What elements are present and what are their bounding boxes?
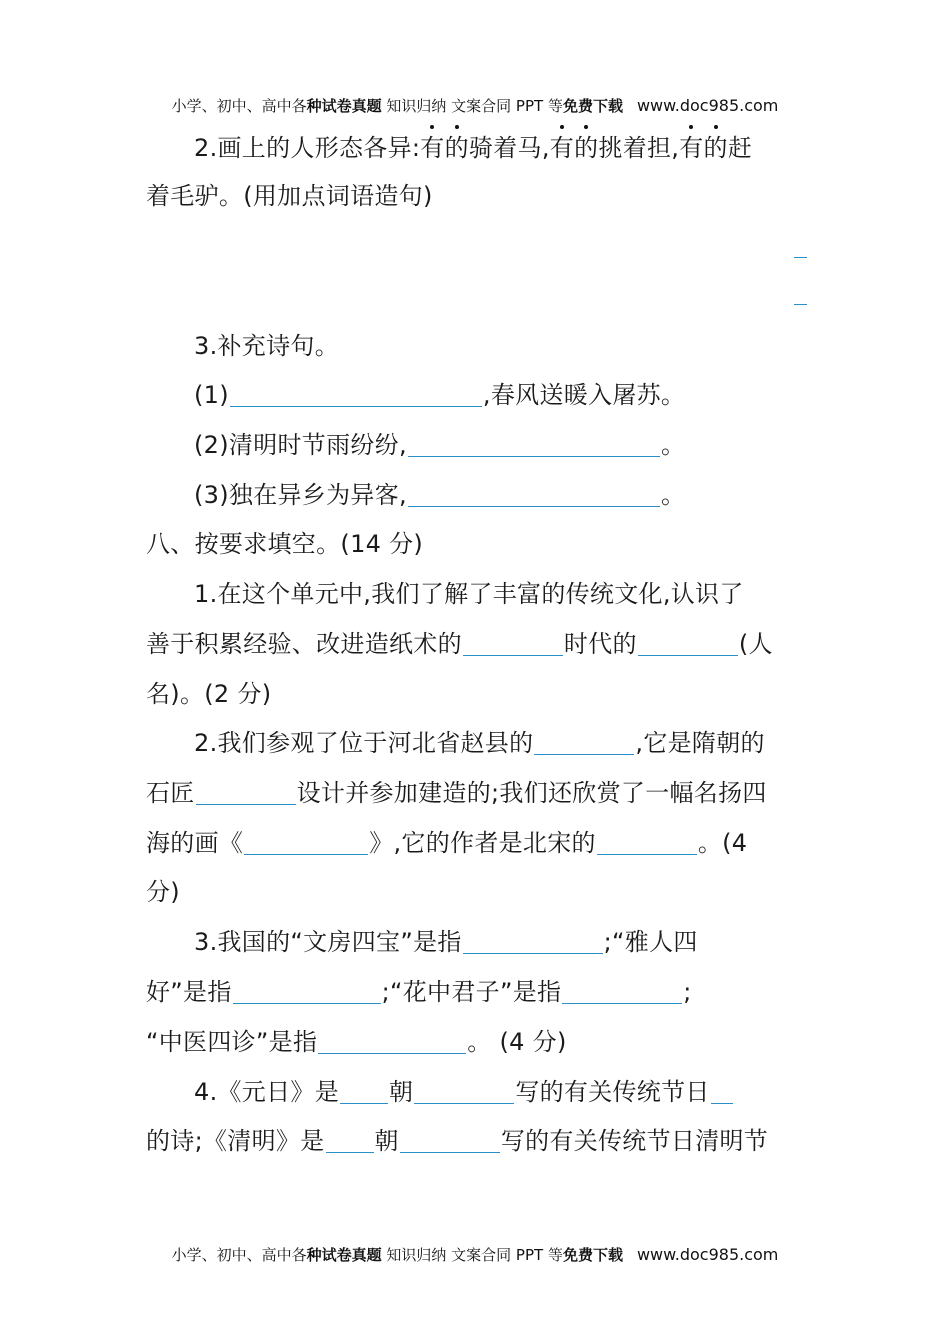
text: ,春风送暖入屠苏。	[482, 381, 686, 409]
fill-blank[interactable]	[414, 1077, 514, 1104]
q7-3-p2	[194, 430, 685, 460]
banner-bold-text: 免费下载	[562, 97, 623, 115]
text: 写的有关传统节日	[515, 1078, 710, 1106]
fill-blank[interactable]	[230, 380, 482, 407]
text: 。(4	[697, 829, 748, 857]
text: 朝	[374, 1127, 399, 1155]
text: 善于积累经验、改进造纸术的	[146, 630, 462, 658]
text: 2.画上的人形态各异:	[194, 134, 421, 162]
section-8-title: 八、按要求填空。(14 分)	[146, 530, 424, 558]
text: 朝	[389, 1078, 414, 1106]
fill-blank[interactable]	[534, 728, 634, 755]
answer-line-mark	[794, 304, 807, 305]
banner-url: www.doc985.com	[636, 96, 779, 115]
fill-blank[interactable]	[244, 828, 368, 855]
banner-text: 知识归纳 文案合同 PPT 等	[381, 97, 563, 115]
emphasis-char: 有	[679, 134, 704, 162]
q8-4-line2	[146, 1126, 768, 1156]
q8-3-line3	[146, 1027, 567, 1057]
q7-3-p1	[194, 380, 685, 410]
text: 骑着马,	[468, 134, 550, 162]
text: 4.《元日》是	[194, 1078, 339, 1106]
footer-banner	[0, 1244, 950, 1265]
q8-3-line2	[146, 977, 692, 1007]
emphasis-char: 有	[549, 134, 575, 162]
fill-blank[interactable]	[638, 629, 738, 656]
emphasis-char: 的	[574, 134, 599, 162]
text: (2)清明时节雨纷纷,	[194, 431, 407, 459]
text: 海的画《	[146, 829, 244, 857]
fill-blank[interactable]	[196, 778, 296, 805]
text: 设计并参加建造的;我们还欣赏了一幅名扬四	[296, 779, 767, 807]
fill-blank[interactable]	[326, 1126, 374, 1153]
banner-url: www.doc985.com	[636, 1245, 779, 1264]
fill-blank[interactable]	[463, 927, 603, 954]
text: “中医四诊”是指	[146, 1028, 318, 1056]
fill-blank[interactable]	[340, 1077, 388, 1104]
banner-bold-text: 种试卷真题	[306, 1246, 382, 1264]
banner-text: 知识归纳 文案合同 PPT 等	[381, 1246, 563, 1264]
text: 3.我国的“文房四宝”是指	[194, 928, 462, 956]
text: ;	[683, 978, 692, 1006]
banner-bold-text: 免费下载	[562, 1246, 623, 1264]
q7-3-title: 3.补充诗句。	[194, 332, 339, 360]
fill-blank[interactable]	[233, 977, 381, 1004]
text: 挑着担,	[598, 134, 680, 162]
banner-text: 小学、初中、高中各	[171, 97, 307, 115]
emphasis-char: 的	[703, 134, 728, 162]
text: 写的有关传统节日清明节	[500, 1127, 769, 1155]
fill-blank[interactable]	[711, 1077, 733, 1104]
banner-text: 小学、初中、高中各	[171, 1246, 307, 1264]
text: 时代的	[563, 630, 637, 658]
text: 好”是指	[146, 978, 232, 1006]
banner-bold-text: 种试卷真题	[306, 97, 382, 115]
text: (1)	[194, 381, 229, 409]
text: 的诗;《清明》是	[146, 1127, 325, 1155]
fill-blank[interactable]	[463, 629, 563, 656]
q8-2-line2	[146, 778, 767, 808]
q7-3-p3	[194, 480, 685, 510]
text: ,它是隋朝的	[635, 729, 765, 757]
text: 赶	[727, 134, 753, 162]
fill-blank[interactable]	[318, 1027, 466, 1054]
q7-2-line1	[194, 133, 752, 163]
text: 。 (4 分)	[467, 1028, 567, 1056]
text: 。	[660, 431, 686, 459]
text: (3)独在异乡为异客,	[194, 481, 407, 509]
emphasis-char: 的	[444, 134, 469, 162]
q8-2-line4: 分)	[146, 878, 180, 906]
header-banner	[0, 95, 950, 116]
q7-2-line2: 着毛驴。(用加点词语造句)	[146, 182, 433, 210]
q8-3-line1	[194, 927, 698, 957]
fill-blank[interactable]	[597, 828, 697, 855]
answer-line-mark	[794, 257, 807, 258]
q8-1-line2	[146, 629, 773, 659]
text: 2.我们参观了位于河北省赵县的	[194, 729, 534, 757]
fill-blank[interactable]	[408, 480, 660, 507]
q8-4-line1	[194, 1077, 734, 1107]
q8-2-line3	[146, 828, 747, 858]
fill-blank[interactable]	[400, 1126, 500, 1153]
q8-1-line3: 名)。(2 分)	[146, 680, 272, 708]
fill-blank[interactable]	[408, 430, 660, 457]
text: (人	[738, 630, 773, 658]
q8-2-line1	[194, 728, 765, 758]
text: 》,它的作者是北宋的	[369, 829, 596, 857]
q8-1-line1: 1.在这个单元中,我们了解了丰富的传统文化,认识了	[194, 580, 744, 608]
text: 。	[660, 481, 686, 509]
text: ;“花中君子”是指	[381, 978, 562, 1006]
text: 石匠	[146, 779, 195, 807]
emphasis-char: 有	[420, 134, 445, 162]
text: ;“雅人四	[603, 928, 698, 956]
fill-blank[interactable]	[562, 977, 682, 1004]
